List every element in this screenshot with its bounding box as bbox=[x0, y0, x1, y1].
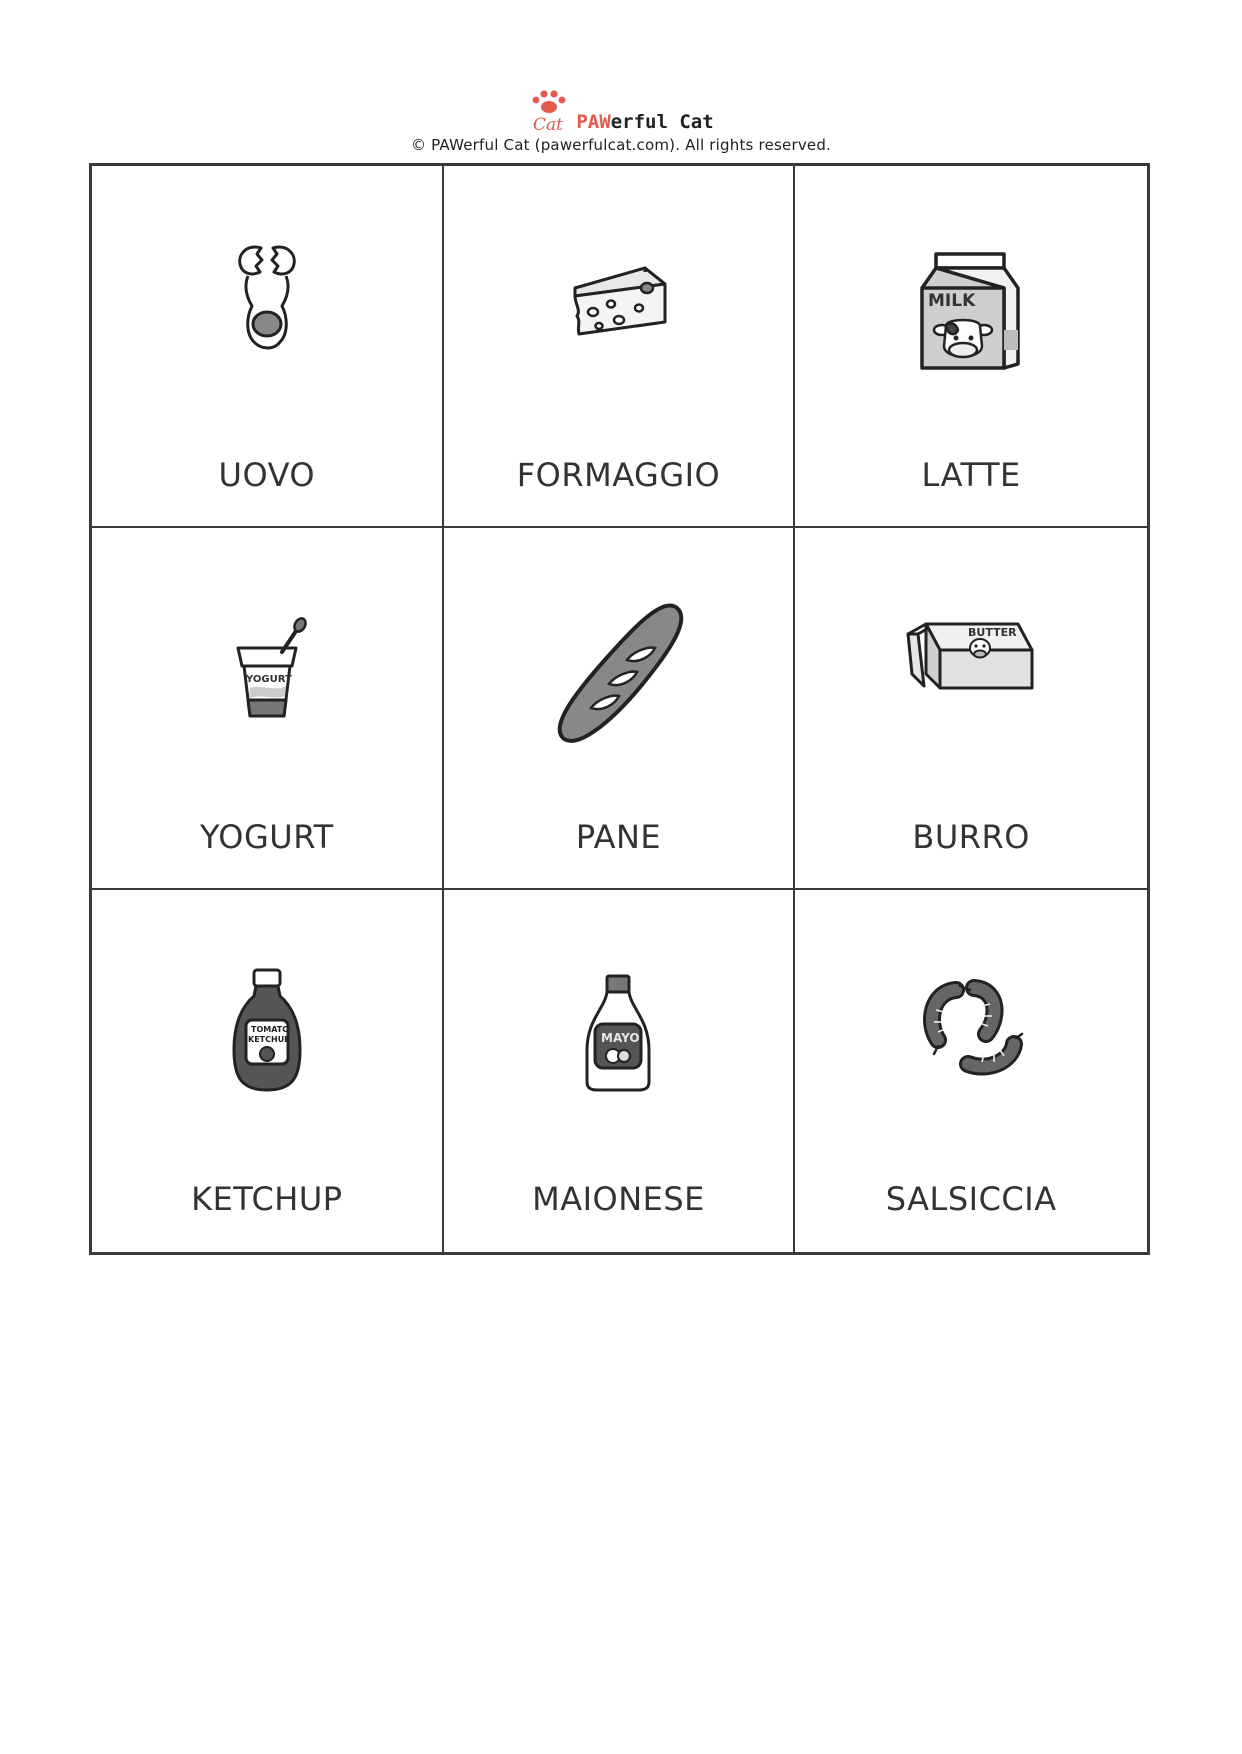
baguette-icon bbox=[533, 588, 703, 758]
card-label: KETCHUP bbox=[191, 1180, 343, 1218]
card-label: FORMAGGIO bbox=[516, 456, 721, 494]
card-pane bbox=[444, 528, 796, 890]
card-label: BURRO bbox=[912, 818, 1030, 856]
ketchup-bottle-icon bbox=[182, 950, 352, 1120]
milk-carton-icon bbox=[886, 226, 1056, 396]
butter-block-icon bbox=[886, 588, 1056, 758]
svg-text:KETCHUP: KETCHUP bbox=[247, 1035, 290, 1044]
card-salsiccia bbox=[795, 890, 1147, 1252]
svg-text:MAYO: MAYO bbox=[601, 1031, 641, 1045]
card-label: LATTE bbox=[921, 456, 1021, 494]
yogurt-cup-icon bbox=[182, 588, 352, 758]
brand-name-rest: erful Cat bbox=[610, 111, 714, 133]
card-label: SALSICCIA bbox=[885, 1180, 1057, 1218]
svg-text:YOGURT: YOGURT bbox=[245, 674, 292, 685]
brand-name-paw: PAW bbox=[576, 111, 611, 133]
card-latte bbox=[795, 166, 1147, 528]
svg-text:BUTTER: BUTTER bbox=[968, 626, 1017, 639]
card-formaggio bbox=[444, 166, 796, 528]
page-header bbox=[0, 86, 1242, 154]
card-label: MAIONESE bbox=[532, 1180, 705, 1218]
svg-text:MILK: MILK bbox=[928, 291, 976, 311]
svg-text:Cat: Cat bbox=[533, 115, 564, 134]
brand-name bbox=[576, 112, 713, 132]
cheese-icon bbox=[533, 226, 703, 396]
card-label: UOVO bbox=[218, 456, 316, 494]
copyright-notice: © PAWerful Cat (pawerfulcat.com). All rights reserved. bbox=[410, 136, 832, 154]
brand bbox=[0, 86, 1242, 134]
card-label: PANE bbox=[575, 818, 662, 856]
card-maionese bbox=[444, 890, 796, 1252]
card-ketchup bbox=[92, 890, 444, 1252]
card-label: YOGURT bbox=[200, 818, 334, 856]
sausage-icon bbox=[886, 950, 1056, 1120]
card-uovo bbox=[92, 166, 444, 528]
cracked-egg-icon bbox=[182, 226, 352, 396]
mayo-bottle-icon bbox=[533, 950, 703, 1120]
paw-logo-icon bbox=[528, 88, 572, 134]
card-burro bbox=[795, 528, 1147, 890]
flashcard-grid bbox=[89, 163, 1150, 1255]
card-yogurt bbox=[92, 528, 444, 890]
svg-text:TOMATO: TOMATO bbox=[250, 1025, 289, 1034]
